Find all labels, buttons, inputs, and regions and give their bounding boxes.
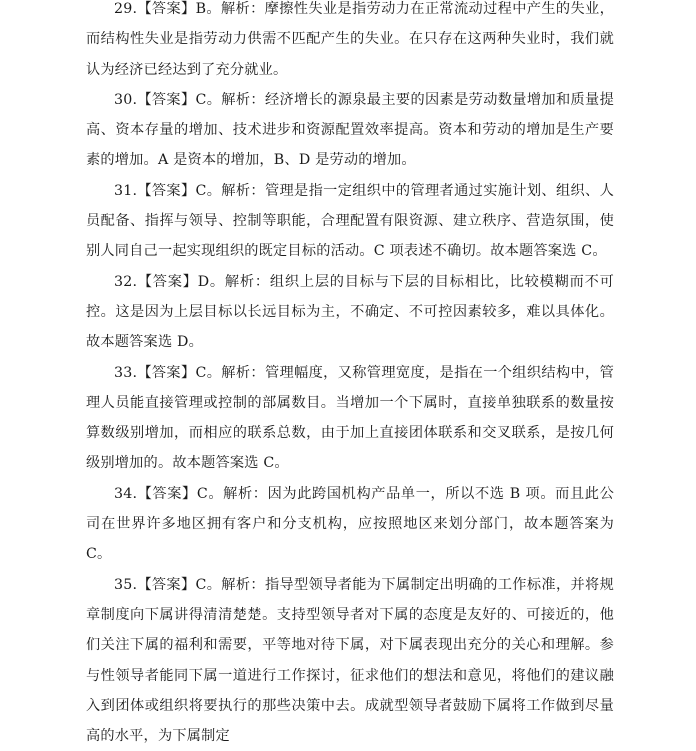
answer-item-35: 35.【答案】C。解析：指导型领导者能为下属制定出明确的工作标准，并将规章制度向下属讲得清清楚楚。支持型领导者对下属的态度是友好的、可接近的，他们关注下属的福利和需要，平等地对待下属，对下属表现出充分的关心和理解。参与性领导者能同下属一道进行工作探讨，征求他们的想法和意见，将他们的建议融入到团体或组织将要执行的那些决策中去。成就型领导者鼓励下属将工作做到尽量高的水平，为下属制定: [86, 576, 614, 745]
answer-item-30: 30.【答案】C。解析：经济增长的源泉最主要的因素是劳动数量增加和质量提高、资本存量的增加、技术进步和资源配置效率提高。资本和劳动的增加是生产要素的增加。A 是资本的增加，B、D 是劳动的增加。: [86, 91, 614, 169]
answer-item-34: 34.【答案】C。解析：因为此跨国机构产品单一，所以不选 B 项。而且此公司在世界许多地区拥有客户和分支机构，应按照地区来划分部门，故本题答案为 C。: [86, 485, 614, 563]
answer-explanations: [86, 0, 614, 751]
answer-item-32: 32.【答案】D。解析：组织上层的目标与下层的目标相比，比较模糊而不可控。这是因为上层目标以长远目标为主，不确定、不可控因素较多，难以具体化。故本题答案选 D。: [86, 273, 614, 351]
answer-item-33: 33.【答案】C。解析：管理幅度，又称管理宽度，是指在一个组织结构中，管理人员能直接管理或控制的部属数目。当增加一个下属时，直接单独联系的数量按算数级别增加，而相应的联系总数，由于加上直接团体联系和交叉联系，是按几何级别增加的。故本题答案选 C。: [86, 364, 614, 472]
answer-item-29: 29.【答案】B。解析：摩擦性失业是指劳动力在正常流动过程中产生的失业，而结构性失业是指劳动力供需不匹配产生的失业。在只存在这两种失业时，我们就认为经济已经达到了充分就业。: [86, 1, 614, 78]
answer-item-31: 31.【答案】C。解析：管理是指一定组织中的管理者通过实施计划、组织、人员配备、指挥与领导、控制等职能，合理配置有限资源、建立秩序、营造氛围，使别人同自己一起实现组织的既定目标的活动。C 项表述不确切。故本题答案选 C。: [86, 182, 614, 260]
